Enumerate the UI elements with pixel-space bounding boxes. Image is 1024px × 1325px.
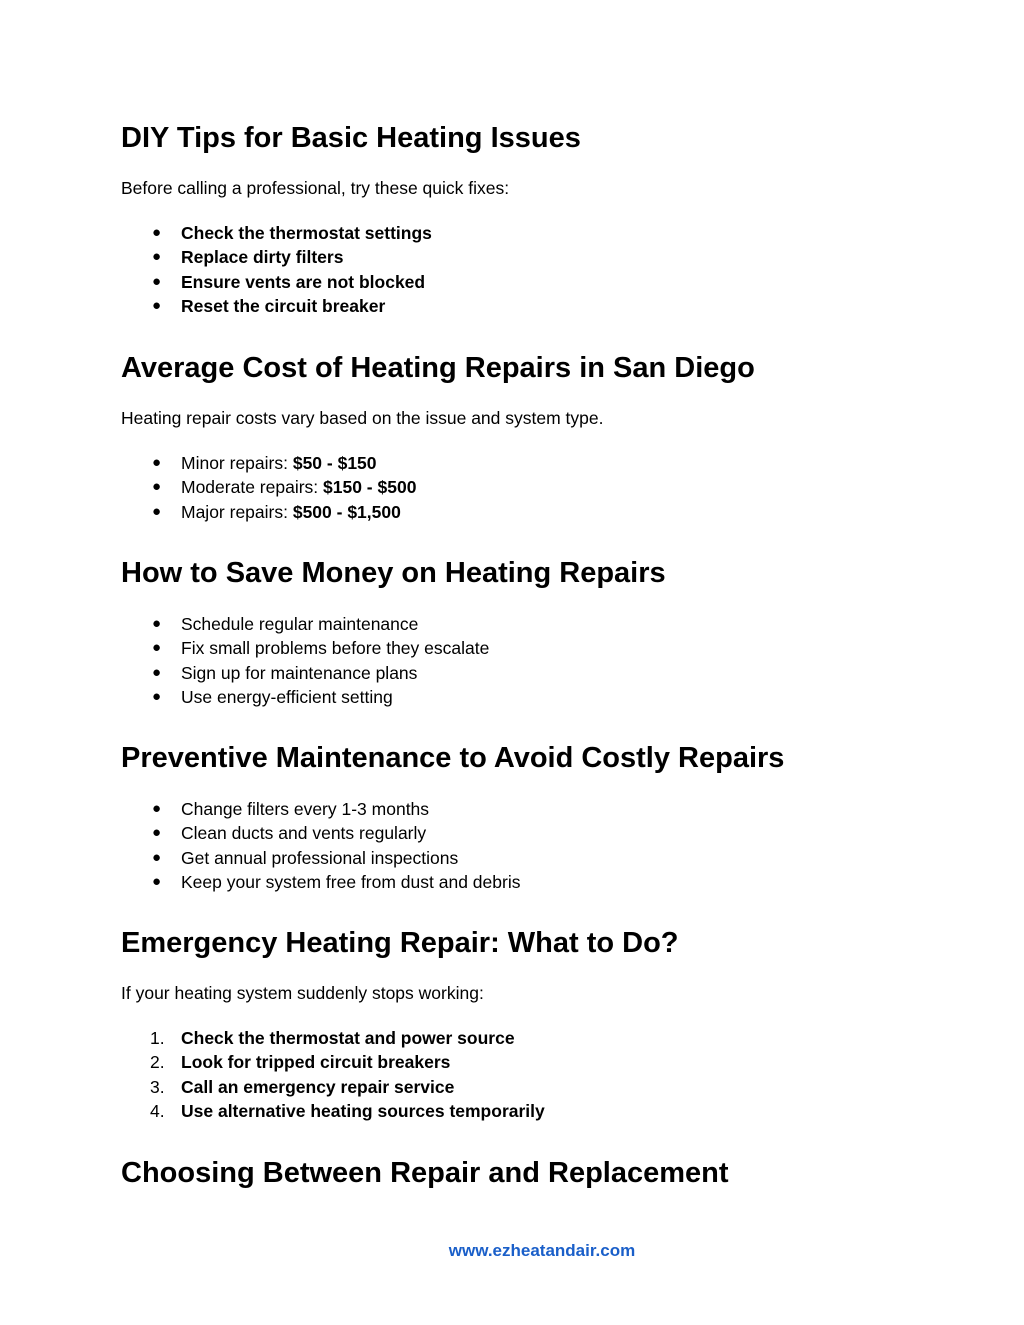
bullet-list [121, 797, 921, 895]
list-item [121, 294, 921, 318]
list-item [121, 661, 921, 685]
list-item-text: Replace dirty filters [181, 247, 344, 268]
cost-value: $150 - $500 [323, 477, 417, 498]
list-number: 2. [150, 1052, 165, 1073]
section-save-money [121, 556, 921, 710]
bullet-list [121, 451, 921, 524]
section-heading: How to Save Money on Heating Repairs [121, 557, 666, 589]
bullet-list [121, 612, 921, 710]
list-item-text: Keep your system free from dust and debris [181, 872, 521, 893]
bullet-icon: ● [152, 297, 162, 315]
cost-label: Moderate repairs: [181, 477, 324, 498]
section-emergency-repair [121, 926, 921, 1124]
list-item [121, 685, 921, 709]
list-item-text: Call an emergency repair service [181, 1076, 455, 1097]
section-repair-vs-replacement [121, 1156, 921, 1190]
list-item-text: Look for tripped circuit breakers [181, 1052, 451, 1073]
list-item [121, 612, 921, 636]
list-item-text: Sign up for maintenance plans [181, 662, 418, 683]
list-item-text: Fix small problems before they escalate [181, 638, 490, 659]
cost-label: Major repairs: [181, 501, 293, 522]
bullet-icon: ● [152, 663, 162, 681]
list-item [121, 1050, 921, 1074]
list-number: 3. [150, 1076, 165, 1097]
list-item-text: Schedule regular maintenance [181, 614, 419, 634]
bullet-icon: ● [152, 478, 162, 496]
bullet-icon: ● [152, 873, 162, 891]
section-heading: Average Cost of Heating Repairs in San Diego [121, 352, 755, 384]
section-heading: DIY Tips for Basic Heating Issues [121, 122, 581, 154]
bullet-icon: ● [152, 502, 162, 520]
bullet-list [121, 221, 921, 319]
cost-label: Minor repairs: [181, 453, 293, 473]
numbered-list [121, 1026, 921, 1124]
section-heading: Preventive Maintenance to Avoid Costly Repairs [121, 742, 785, 774]
section-average-cost [121, 351, 921, 524]
bullet-icon: ● [152, 824, 162, 842]
list-item [121, 870, 921, 894]
bullet-icon: ● [152, 688, 162, 706]
list-item-text: Check the thermostat settings [181, 223, 432, 243]
list-item [121, 221, 921, 245]
bullet-icon: ● [152, 639, 162, 657]
list-item-text: Use energy-efficient setting [181, 687, 393, 708]
bullet-icon: ● [152, 454, 162, 471]
bullet-icon: ● [152, 848, 162, 866]
section-intro: Heating repair costs vary based on the issue and system type. [121, 408, 604, 428]
footer-website-link[interactable]: www.ezheatandair.com [448, 1241, 636, 1260]
list-item [121, 797, 921, 821]
list-item-text: Ensure vents are not blocked [181, 271, 426, 292]
section-heading: Emergency Heating Repair: What to Do? [121, 927, 679, 959]
list-item-text: Get annual professional inspections [181, 847, 459, 868]
list-item [121, 245, 921, 269]
list-item-text: Change filters every 1-3 months [181, 799, 430, 819]
list-number: 1. [150, 1028, 165, 1048]
bullet-icon: ● [152, 615, 162, 632]
section-heading: Choosing Between Repair and Replacement [121, 1157, 729, 1189]
section-preventive-maintenance [121, 741, 921, 895]
list-item-text: Clean ducts and vents regularly [181, 823, 427, 844]
list-item [121, 636, 921, 660]
list-item [121, 846, 921, 870]
list-item [121, 1026, 921, 1050]
list-item-text: Reset the circuit breaker [181, 296, 386, 317]
list-item [121, 500, 921, 524]
bullet-icon: ● [152, 272, 162, 290]
list-item [121, 270, 921, 294]
list-item [121, 1099, 921, 1123]
list-item [121, 1075, 921, 1099]
cost-value: $50 - $150 [292, 453, 377, 473]
bullet-icon: ● [152, 224, 162, 241]
section-intro: Before calling a professional, try these quick fixes: [121, 178, 510, 198]
section-diy-tips [121, 121, 921, 319]
list-item [121, 451, 921, 475]
list-number: 4. [150, 1101, 165, 1122]
bullet-icon: ● [152, 248, 162, 266]
section-intro: If your heating system suddenly stops working: [121, 983, 484, 1003]
cost-value: $500 - $1,500 [292, 501, 401, 522]
list-item-text: Check the thermostat and power source [181, 1028, 515, 1048]
list-item [121, 821, 921, 845]
list-item-text: Use alternative heating sources temporarily [181, 1101, 545, 1122]
bullet-icon: ● [152, 800, 162, 817]
list-item [121, 475, 921, 499]
